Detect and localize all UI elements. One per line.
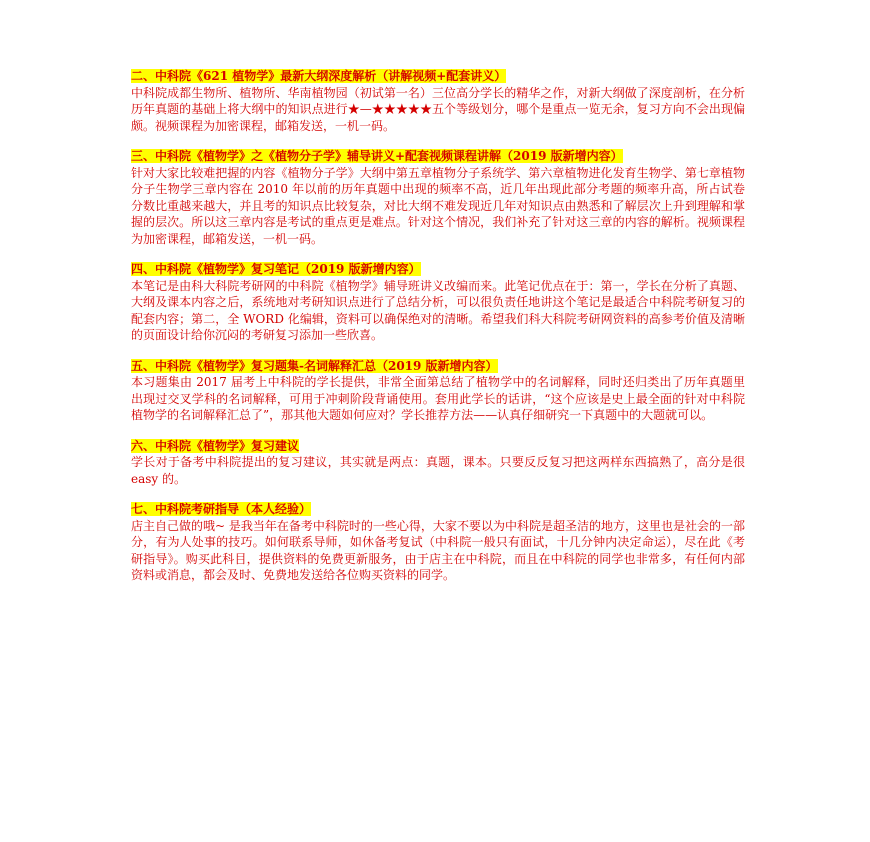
section-body: 学长对于备考中科院提出的复习建议，其实就是两点：真题，课本。只要反反复习把这两样东西搞熟了，高分是很 easy 的。: [131, 455, 745, 486]
document-page: [131, 68, 745, 598]
section-3: [131, 148, 745, 247]
section-heading: 七、中科院考研指导（本人经验）: [131, 502, 312, 516]
section-6: [131, 438, 745, 488]
section-7: [131, 501, 745, 584]
section-4: [131, 261, 745, 344]
section-heading: 四、中科院《植物学》复习笔记（2019 版新增内容）: [131, 262, 421, 276]
section-heading: 六、中科院《植物学》复习建议: [131, 438, 300, 453]
section-heading: 二、中科院《621 植物学》最新大纲深度解析（讲解视频+配套讲义）: [131, 69, 507, 83]
section-heading: 五、中科院《植物学》复习题集-名词解释汇总（2019 版新增内容）: [131, 358, 498, 373]
section-heading: 三、中科院《植物学》之《植物分子学》辅导讲义+配套视频课程讲解（2019 版新增内容）: [131, 149, 623, 163]
section-body: 店主自己做的哦~ 是我当年在备考中科院时的一些心得，大家不要以为中科院是超圣洁的地方，这里也是社会的一部分，有为人处事的技巧。如何联系导师，如休备考复试（中科院一般只有面试，十几分钟内决定命运），尽在此《考研指导》。购买此科目，提供资料的免费更新服务，由于店主在中科院，而且在中科院的同学也非常多，有任何内部资料或消息，都会及时、免费地发送给各位购买资料的同学。: [131, 518, 745, 582]
section-body: 中科院成都生物所、植物所、华南植物园（初试第一名）三位高分学长的精华之作，对新大纲做了深度剖析，在分析历年真题的基础上将大纲中的知识点进行★—★★★★★五个等级划分，哪个是重点一览无余，复习方向不会出现偏颇。视频课程为加密课程，邮箱发送，一机一码。: [131, 85, 745, 133]
section-body: 本笔记是由科大科院考研网的中科院《植物学》辅导班讲义改编而来。此笔记优点在于：第一，学长在分析了真题、大纲及课本内容之后，系统地对考研知识点进行了总结分析，可以很负责任地讲这个笔记是最适合中科院考研复习的配套内容；第二，全 WORD 化编辑，资料可以确保绝对的清晰。希望我们科大科院考研网资料的高参考价值及清晰的页面设计给你沉闷的考研复习添加一些欣喜。: [131, 278, 745, 342]
section-2: [131, 68, 745, 134]
section-body: 本习题集由 2017 届考上中科院的学长提供，非常全面第总结了植物学中的名词解释，同时还归类出了历年真题里出现过交叉学科的名词解释，可用于冲刺阶段背诵使用。套用此学长的话讲，“这个应该是史上最全面的针对中科院植物学的名词解释汇总了”，那其他大题如何应对？学长推荐方法——认真仔细研究一下真题中的大题就可以。: [131, 375, 745, 422]
section-5: [131, 358, 745, 424]
section-body: 针对大家比较难把握的内容《植物分子学》大纲中第五章植物分子系统学、第六章植物进化发育生物学、第七章植物分子生物学三章内容在 2010 年以前的历年真题中出现的频率不高，近几年出现此部分考题的频率升高，所占试卷分数比重越来越大，并且考的知识点比较复杂，对比大纲不难发现近几年对知识点由熟悉和了解层次上升到理解和掌握的层次。所以这三章内容是考试的重点更是难点。针对这个情况，我们补充了针对这三章的内容的解析。视频课程为加密课程，邮箱发送，一机一码。: [131, 165, 745, 246]
